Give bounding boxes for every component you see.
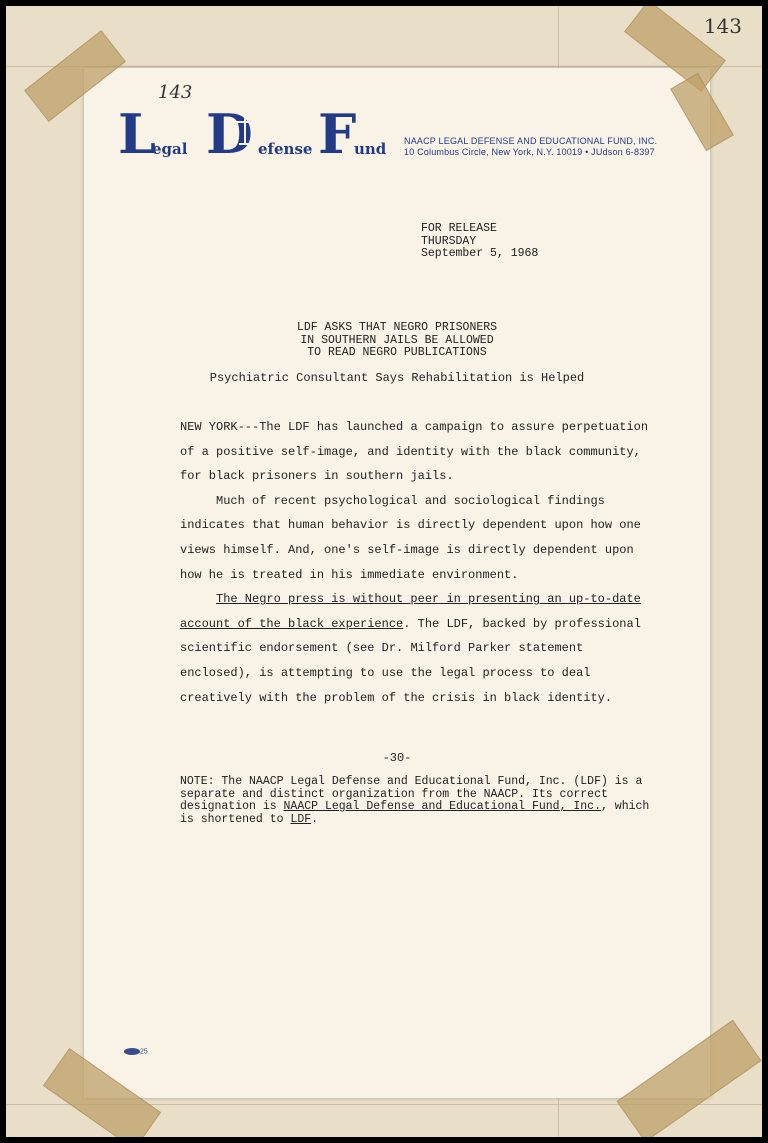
paragraph-3-rest: . The LDF, backed by professional scientific endorsement (see Dr. Milford Parker statement enclosed), is attempting to use the legal process to deal creatively with the problem of the crisis in black identity. xyxy=(180,616,641,705)
union-bug-icon xyxy=(124,1048,140,1055)
union-bug xyxy=(124,1048,148,1055)
note-abbreviation: LDF xyxy=(290,812,312,826)
logo-letter-l: L xyxy=(118,102,156,166)
note-text: , which is shortened to xyxy=(180,800,650,826)
release-label: FOR RELEASE xyxy=(421,222,497,235)
release-block xyxy=(421,223,538,261)
logo-word-egal: egal xyxy=(152,140,188,158)
logo-letter-f: F xyxy=(318,102,357,166)
note-text: . xyxy=(311,812,319,826)
headline-line: IN SOUTHERN JAILS BE ALLOWED xyxy=(300,333,494,347)
body-text xyxy=(180,415,650,710)
logo-word-und: und xyxy=(354,140,387,158)
scales-of-justice-icon xyxy=(228,114,262,148)
subheadline: Psychiatric Consultant Says Rehabilitation is Helped xyxy=(209,371,585,385)
release-day: THURSDAY xyxy=(421,234,477,248)
paragraph-1: NEW YORK---The LDF has launched a campaign to assure perpetuation of a positive self-image, and identity with the black community, for black prisoners in southern jails. xyxy=(180,420,649,484)
union-bug-number: 25 xyxy=(140,1048,148,1056)
release-date: September 5, 1968 xyxy=(421,247,539,260)
organization-name: NAACP LEGAL DEFENSE AND EDUCATIONAL FUND, INC. xyxy=(404,136,658,146)
underlined-phrase: The Negro press is without peer in presenting an up-to-date account of the black experience xyxy=(180,592,641,631)
paragraph-2: Much of recent psychological and sociological findings indicates that human behavior is directly dependent upon how one views himself. And, one's self-image is directly dependent upon how he is treated in his immediate environment. xyxy=(180,493,641,582)
note-text: NOTE: The NAACP Legal Defense and Educational Fund, Inc. (LDF) is a separate and distinct organization from the NAACP. Its correct designation is xyxy=(180,775,643,813)
organization-heading xyxy=(404,136,657,158)
note-designation: NAACP Legal Defense and Educational Fund, Inc. xyxy=(283,800,601,813)
headline-line: LDF ASKS THAT NEGRO PRISONERS xyxy=(296,321,498,334)
ldf-logo xyxy=(118,102,398,166)
note xyxy=(180,776,650,826)
archive-backing xyxy=(6,6,762,1137)
archive-page-number: 143 xyxy=(703,14,742,38)
handwritten-number: 143 xyxy=(158,82,193,103)
paragraph-3 xyxy=(180,587,650,710)
logo-word-efense: efense xyxy=(258,140,313,158)
headline xyxy=(84,322,710,360)
organization-address: 10 Columbus Circle, New York, N.Y. 10019 • JUdson 6-8397 xyxy=(404,147,655,157)
press-release-sheet xyxy=(84,68,710,1098)
headline-line: TO READ NEGRO PUBLICATIONS xyxy=(307,346,487,359)
logo-letter-d: D xyxy=(206,102,253,166)
end-mark: -30- xyxy=(382,751,412,765)
